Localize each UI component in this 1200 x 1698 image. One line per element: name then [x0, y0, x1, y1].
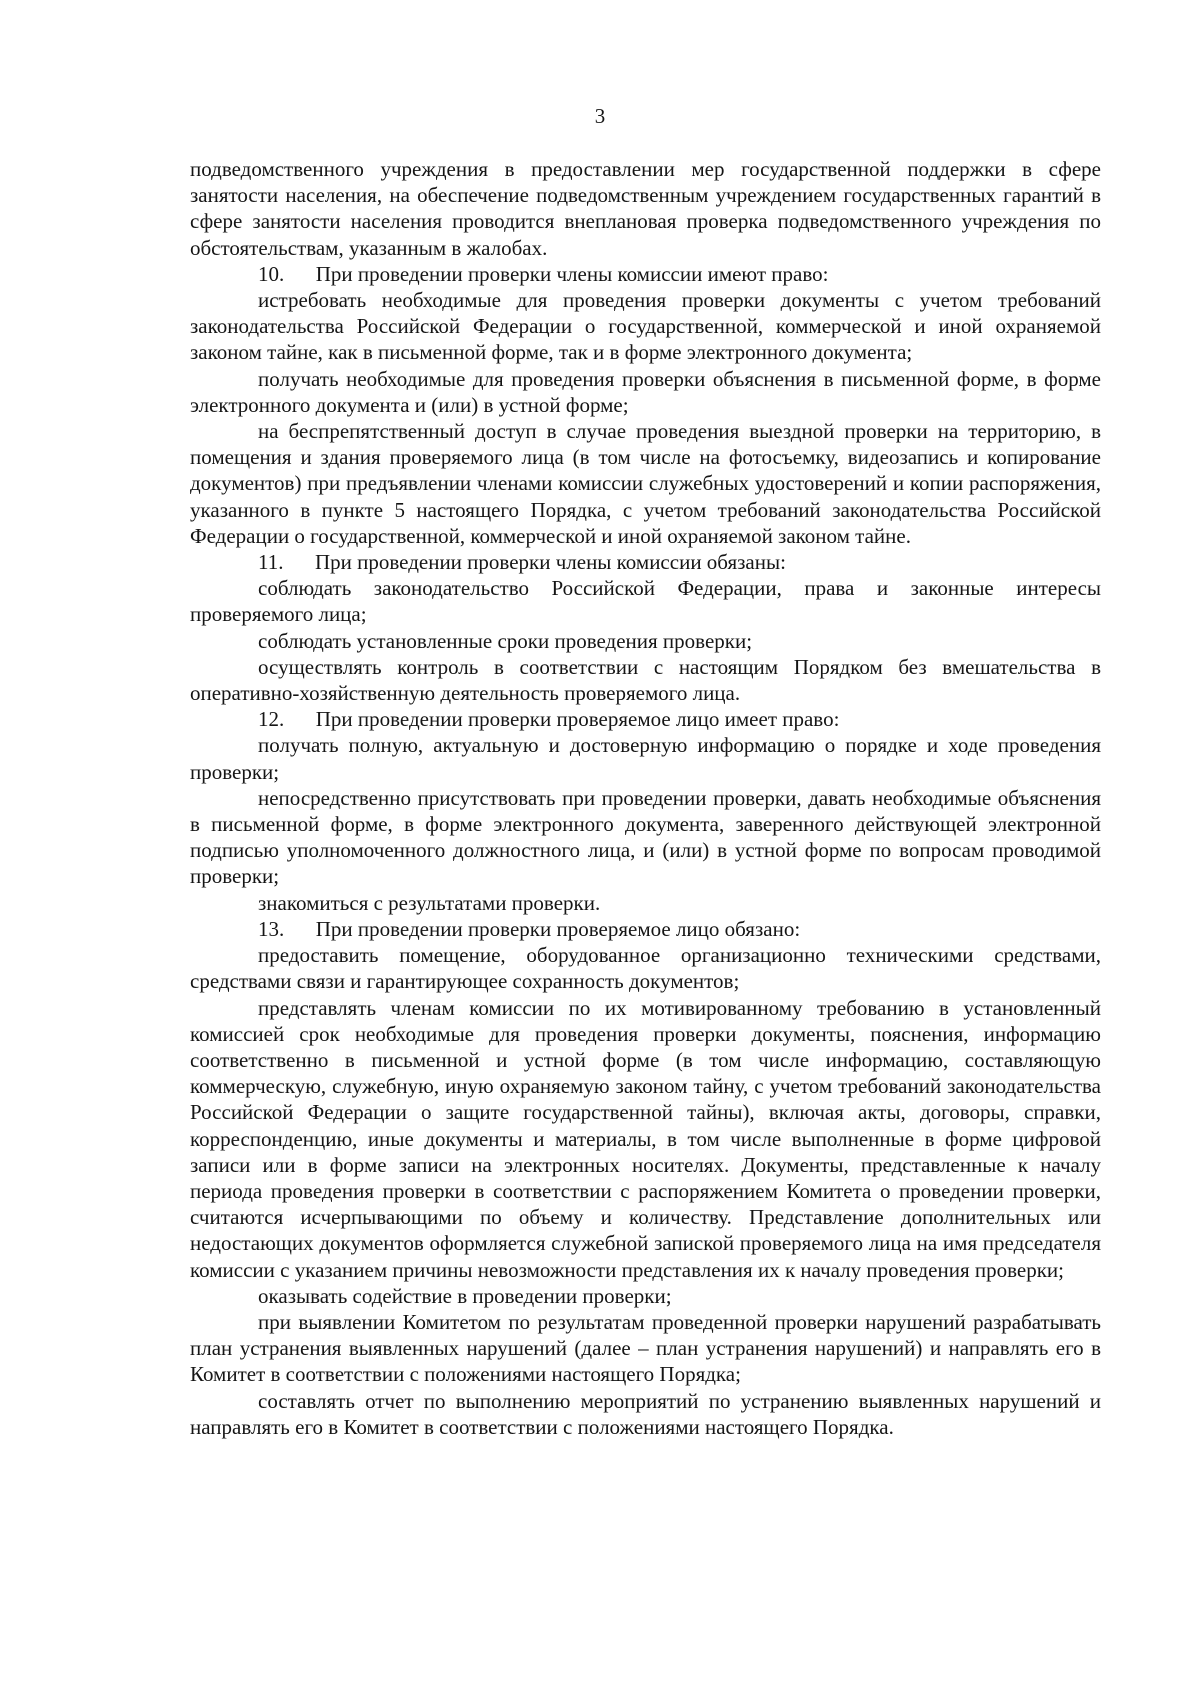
paragraph: 10. При проведении проверки члены комиссии имеют право: — [258, 261, 829, 286]
paragraph: соблюдать законодательство Российской Федерации, права и законные интересы проверяемого лица; — [190, 576, 1101, 627]
paragraph: 13. При проведении проверки проверяемое лицо обязано: — [258, 916, 801, 941]
paragraph: предоставить помещение, оборудованное организационно техническими средствами, средствами связи и гарантирующее сохранность документов; — [190, 943, 1101, 994]
paragraph: осуществлять контроль в соответствии с настоящим Порядком без вмешательства в оперативно-хозяйственную деятельность проверяемого лица. — [190, 654, 1101, 706]
paragraph: 12. При проведении проверки проверяемое лицо имеет право: — [258, 707, 840, 732]
paragraph: 11. При проведении проверки члены комиссии обязаны: — [258, 550, 786, 575]
paragraph: представлять членам комиссии по их мотивированному требованию в установленный комиссией срок необходимые для проведения проверки документы, пояснения, информацию соответственно в письменной и устной форме (в том числе информацию, составляющую коммерческую, служебную, иную охраняемую законом тайну, с учетом требований законодательства Российской Федерации о защите государственной тайны), включая акты, договоры, справки, корреспонденцию, иные документы и материалы, в том числе выполненные в форме цифровой записи или в форме записи на электронных носителях. Документы, представленные к началу периода проведения проверки в соответствии с распоряжением Комитета о проведении проверки, считаются исчерпывающими по объему и количеству. Представление дополнительных или недостающих документов оформляется служебной запиской проверяемого лица на имя председателя комиссии с указанием причины невозможности представления их к началу проведения проверки; — [190, 995, 1101, 1282]
page-number: 3 — [594, 104, 606, 128]
paragraph: на беспрепятственный доступ в случае проведения выездной проверки на территорию, в помещения и здания проверяемого лица (в том числе на фотосъемку, видеозапись и копирование документов) при предъявлении членами комиссии служебных удостоверений и копии распоряжения, указанного в пункте 5 настоящего Порядка, с учетом требований законодательства Российской Федерации о государственной, коммерческой и иной охраняемой законом тайне. — [190, 419, 1101, 548]
document-body — [190, 156, 1101, 1440]
paragraph: при выявлении Комитетом по результатам проведенной проверки нарушений разрабатывать план устранения выявленных нарушений (далее – план устранения нарушений) и направлять его в Комитет в соответствии с положениями настоящего Порядка; — [190, 1309, 1101, 1387]
paragraph: истребовать необходимые для проведения проверки документы с учетом требований законодательства Российской Федерации о государственной, коммерческой и иной охраняемой законом тайне, как в письменной форме, так и в форме электронного документа; — [190, 288, 1101, 365]
paragraph: соблюдать установленные сроки проведения проверки; — [258, 628, 753, 653]
paragraph: составлять отчет по выполнению мероприятий по устранению выявленных нарушений и направлять его в Комитет в соответствии с положениями настоящего Порядка. — [190, 1388, 1101, 1439]
paragraph: непосредственно присутствовать при проведении проверки, давать необходимые объяснения в письменной форме, в форме электронного документа, заверенного действующей электронной подписью уполномоченного должностного лица, и (или) в устной форме по вопросам проводимой проверки; — [190, 785, 1101, 889]
paragraph: получать необходимые для проведения проверки объяснения в письменной форме, в форме электронного документа и (или) в устной форме; — [190, 366, 1101, 417]
paragraph: оказывать содействие в проведении проверки; — [258, 1283, 672, 1308]
paragraph: получать полную, актуальную и достоверную информацию о порядке и ходе проведения проверки; — [190, 733, 1101, 784]
paragraph: знакомиться с результатами проверки. — [258, 890, 601, 915]
continued-paragraph: подведомственного учреждения в предоставлении мер государственной поддержки в сфере занятости населения, на обеспечение подведомственным учреждением государственных гарантий в сфере занятости населения проводится внеплановая проверка подведомственного учреждения по обстоятельствам, указанным в жалобах. — [190, 157, 1101, 260]
